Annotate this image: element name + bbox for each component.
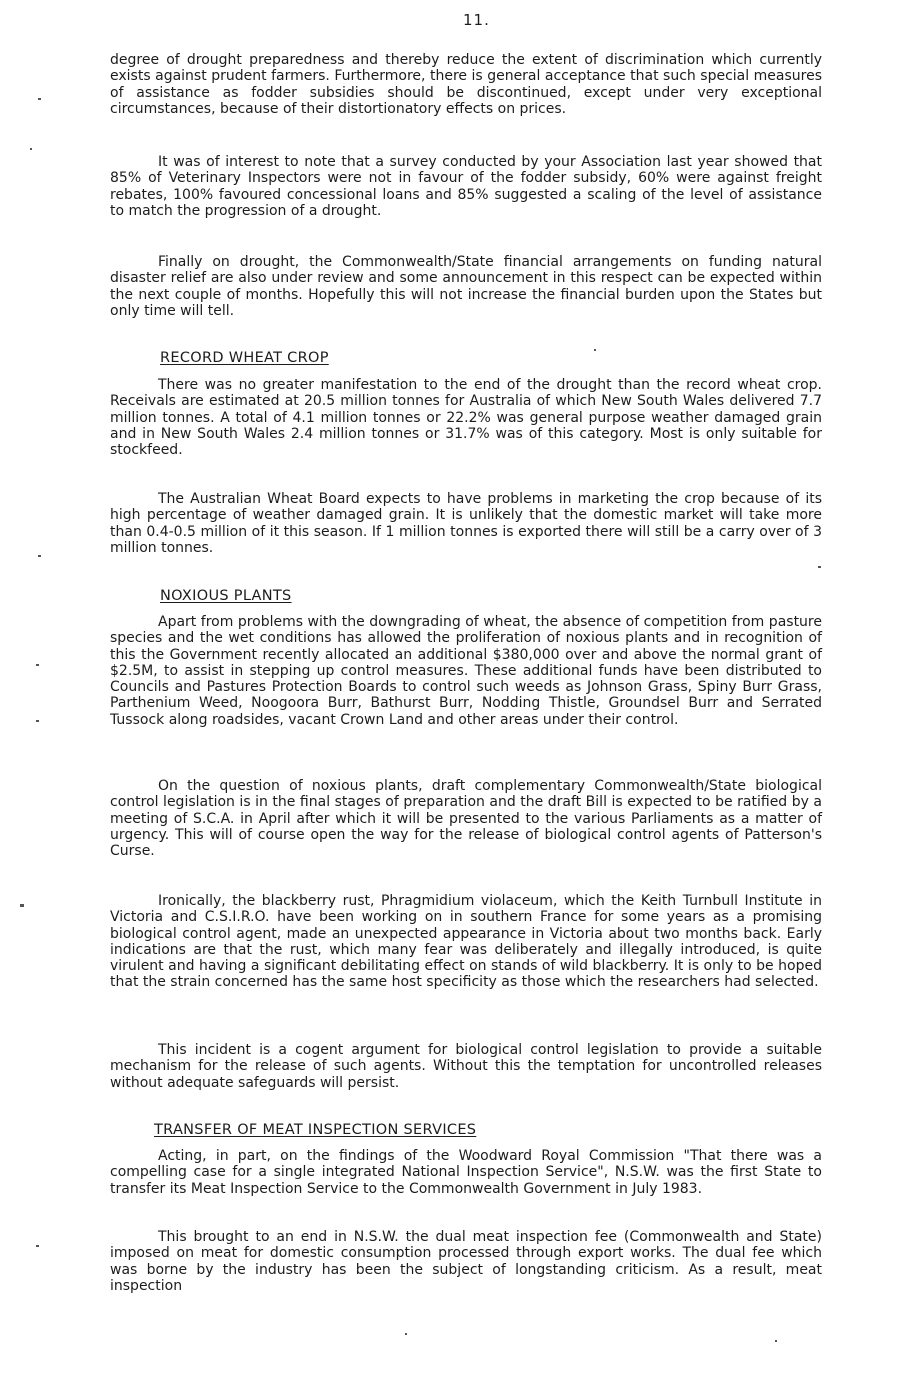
heading-noxious-plants: NOXIOUS PLANTS — [160, 588, 292, 604]
page-number: 11. — [463, 11, 490, 29]
scan-speck — [38, 98, 41, 100]
scan-speck — [36, 1245, 39, 1247]
scan-speck — [36, 720, 39, 722]
scan-speck — [594, 349, 596, 351]
paragraph-drought-preparedness: degree of drought preparedness and thereby reduce the extent of discrimination which currently exists against prudent farmers. Furthermore, there is general acceptance that such special measures of assistance as fodder subsidies should be discontinued, except under very exceptional circumstances, because of their distortionatory effects on prices. — [110, 52, 822, 117]
paragraph-cogent-argument: This incident is a cogent argument for biological control legislation to provide a suitable mechanism for the release of such agents. Without this the temptation for uncontrolled releases without adequate safeguards will persist. — [110, 1042, 822, 1091]
paragraph-noxious-plants-funding: Apart from problems with the downgrading of wheat, the absence of competition from pasture species and the wet conditions has allowed the proliferation of noxious plants and in recognition of this the Government recently allocated an additional $380,000 over and above the normal grant of $2.5M, to assist in stepping up control measures. These additional funds have been distributed to Councils and Pastures Protection Boards to control such weeds as Johnson Grass, Spiny Burr Grass, Parthenium Weed, Noogoora Burr, Bathurst Burr, Nodding Thistle, Groundsel Burr and Serrated Tussock along roadsides, vacant Crown Land and other areas under their control. — [110, 614, 822, 728]
scan-speck — [30, 148, 32, 150]
paragraph-dual-inspection-fee: This brought to an end in N.S.W. the dual meat inspection fee (Commonwealth and State) imposed on meat for domestic consumption processed through export works. The dual fee which was borne by the industry has been the subject of longstanding criticism. As a result, meat inspection — [110, 1229, 822, 1294]
paragraph-wheat-receivals: There was no greater manifestation to the end of the drought than the record wheat crop. Receivals are estimated at 20.5 million tonnes for Australia of which New South Wales delivered 7.7 million tonnes. A total of 4.1 million tonnes or 22.2% was general purpose weather damaged grain and in New South Wales 2.4 million tonnes or 31.7% was of this category. Most is only suitable for stockfeed. — [110, 377, 822, 459]
scan-speck — [36, 664, 39, 666]
scan-speck — [405, 1333, 407, 1335]
paragraph-blackberry-rust: Ironically, the blackberry rust, Phragmidium violaceum, which the Keith Turnbull Institute in Victoria and C.S.I.R.O. have been working on in southern France for some years as a promising biological control agent, made an unexpected appearance in Victoria about two months back. Early indications are that the rust, which many fear was deliberately and illegally introduced, is quite virulent and having a significant debilitating effect on stands of wild blackberry. It is only to be hoped that the strain concerned has the same host specificity as those which the researchers had selected. — [110, 893, 822, 991]
scan-speck — [20, 904, 24, 907]
heading-record-wheat-crop: RECORD WHEAT CROP — [160, 350, 329, 366]
scan-speck — [38, 555, 41, 557]
paragraph-wheat-marketing: The Australian Wheat Board expects to have problems in marketing the crop because of its high percentage of weather damaged grain. It is unlikely that the domestic market will take more than 0.4-0.5 million of it this season. If 1 million tonnes is exported there will still be a carry over of 3 million tonnes. — [110, 491, 822, 556]
paragraph-woodward-commission: Acting, in part, on the findings of the Woodward Royal Commission "That there was a compelling case for a single integrated National Inspection Service", N.S.W. was the first State to transfer its Meat Inspection Service to the Commonwealth Government in July 1983. — [110, 1148, 822, 1197]
paragraph-biological-control-legislation: On the question of noxious plants, draft complementary Commonwealth/State biological control legislation is in the final stages of preparation and the draft Bill is expected to be ratified by a meeting of S.C.A. in April after which it will be presented to the various Parliaments as a matter of urgency. This will of course open the way for the release of biological control agents of Patterson's Curse. — [110, 778, 822, 860]
paragraph-survey-veterinary-inspectors: It was of interest to note that a survey conducted by your Association last year showed that 85% of Veterinary Inspectors were not in favour of the fodder subsidy, 60% were against freight rebates, 100% favoured concessional loans and 85% suggested a scaling of the level of assistance to match the progression of a drought. — [110, 154, 822, 219]
heading-transfer-meat-inspection: TRANSFER OF MEAT INSPECTION SERVICES — [154, 1122, 477, 1138]
paragraph-disaster-relief: Finally on drought, the Commonwealth/State financial arrangements on funding natural disaster relief are also under review and some announcement in this respect can be expected within the next couple of months. Hopefully this will not increase the financial burden upon the States but only time will tell. — [110, 254, 822, 319]
scan-speck — [775, 1340, 777, 1342]
scan-speck — [818, 566, 821, 568]
